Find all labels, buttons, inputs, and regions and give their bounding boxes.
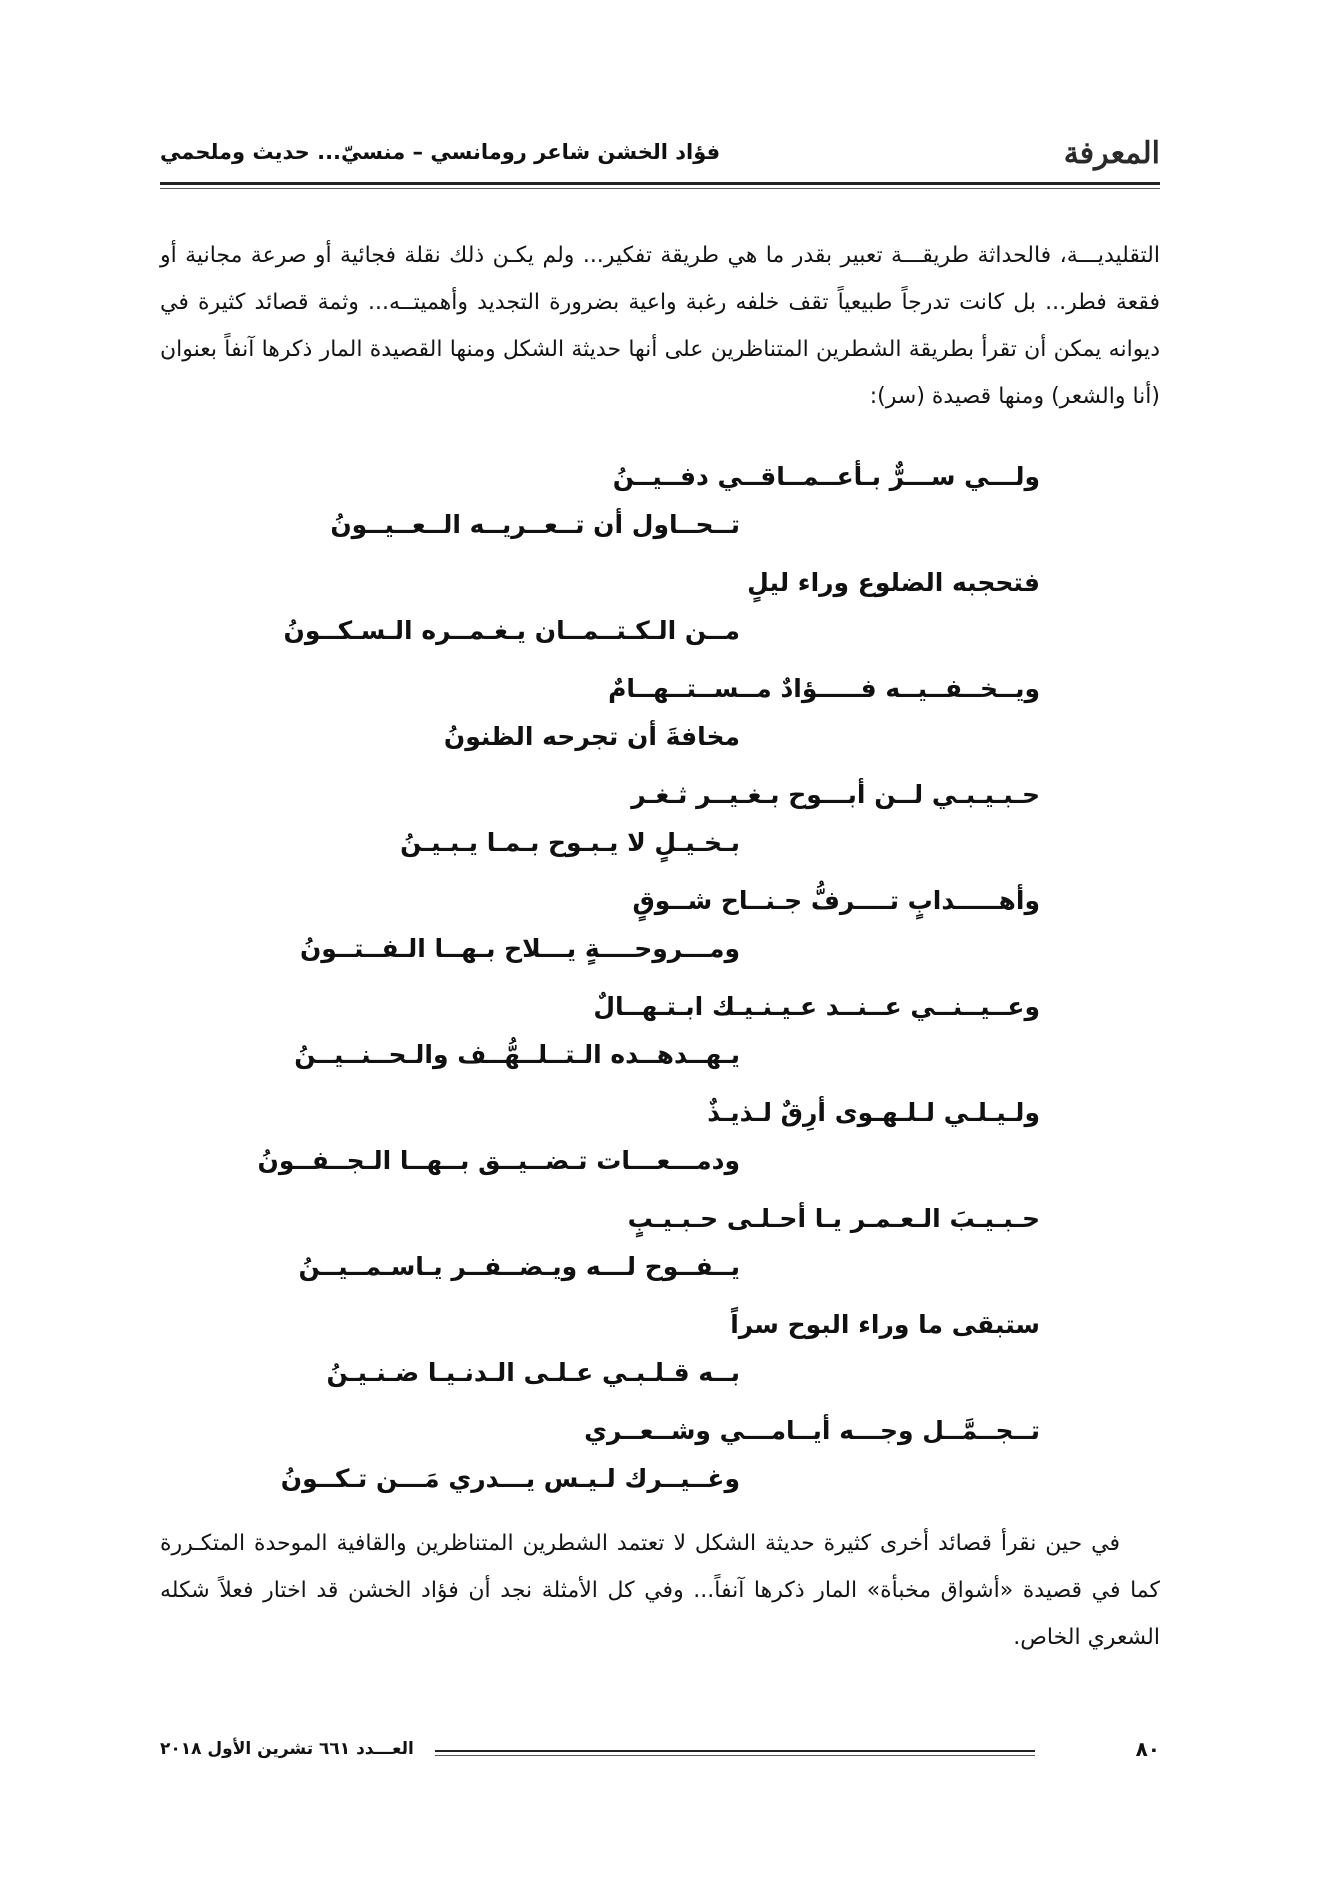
poem-stanza — [260, 1310, 1040, 1416]
poem-stanza — [260, 1416, 1040, 1522]
poem-stanza — [260, 886, 1040, 992]
poem — [257, 462, 1040, 1522]
verse-second-hemistich: تــحــاول أن تــعــريــه الــعــيــونُ — [330, 510, 740, 539]
verse-second-hemistich: بـخـيـلٍ لا يـبـوح بـمـا يـبـيـنُ — [400, 828, 740, 857]
page-header — [160, 136, 1160, 176]
verse-second-hemistich: مــن الـكـتــمــان يـغـمــره الـسـكــونُ — [283, 616, 740, 645]
poem-stanza — [260, 992, 1040, 1098]
verse-first-hemistich: وعــيــنــي عــنــد عـيـنـيـك ابـتـهــالٌ — [593, 992, 1040, 1021]
header-divider-thin — [160, 188, 1160, 189]
issue-info: العـــدد ٦٦١ تشرين الأول ٢٠١٨ — [160, 1739, 414, 1759]
verse-first-hemistich: تــجــمَّــل وجـــه أيــامـــي وشــعــري — [584, 1416, 1040, 1445]
verse-first-hemistich: وأهـــــدابٍ تــــرفُّ جـنــاح شــوقٍ — [632, 886, 1040, 915]
running-title: فؤاد الخشن شاعر رومانسي – منسيّ... حديث وملحمي — [160, 140, 721, 164]
verse-second-hemistich: مخافةَ أن تجرحه الظنونُ — [443, 722, 740, 751]
verse-first-hemistich: ولـــي ســـرٌّ بـأعــمــاقــي دفــيــنُ — [612, 462, 1040, 491]
poem-stanza — [260, 780, 1040, 886]
verse-first-hemistich: ويــخــفــيــه فـــــؤادٌ مــســتــهــامٌ — [608, 674, 1040, 703]
header-divider — [160, 182, 1160, 185]
verse-first-hemistich: ولـيـلـي لـلـهـوى أرِقٌ لـذيـذٌ — [707, 1098, 1040, 1127]
verse-second-hemistich: يـهــدهــده الـتــلــهُّــف والـحــنــيــنُ — [294, 1040, 740, 1069]
verse-second-hemistich: وغــيــرك لـيـس يـــدري مَـــن تـكــونُ — [280, 1464, 740, 1493]
verse-first-hemistich: حـبـيـبَ الـعـمـر يـا أحـلـى حـبـيـبٍ — [627, 1204, 1040, 1233]
page-number: ٨٠ — [1135, 1737, 1160, 1761]
page-footer — [160, 1737, 1160, 1767]
verse-second-hemistich: بــه قـلـبـي عـلـى الـدنـيـا ضـنـيـنُ — [326, 1358, 740, 1387]
poem-stanza — [260, 1204, 1040, 1310]
verse-second-hemistich: يــفــوح لـــه ويـضــفــر يـاسـمــيــنُ — [298, 1252, 740, 1281]
magazine-logo: المعرفة — [1063, 136, 1160, 171]
poem-stanza — [260, 674, 1040, 780]
poem-stanza — [260, 568, 1040, 674]
closing-paragraph: في حين نقرأ قصائد أخرى كثيرة حديثة الشكل لا تعتمد الشطرين المتناظرين والقافية الموحدة المتكـررة كما في قصيدة «أشواق مخبأة» المار ذكرها آنفاً... وفي كل الأمثلة نجد أن فؤاد الخشن قد اختار فعلاً شكله الشعري الخاص. — [160, 1531, 1160, 1650]
poem-stanza — [260, 462, 1040, 568]
verse-first-hemistich: ستبقى ما وراء البوح سراً — [730, 1310, 1040, 1339]
verse-first-hemistich: فتحجبه الضلوع وراء ليلٍ — [747, 568, 1040, 597]
verse-second-hemistich: ودمـــعـــات تـضــيــق بــهــا الـجــفــونُ — [257, 1146, 740, 1175]
verse-first-hemistich: حـبـيـبـي لــن أبـــوح بـغـيــر ثـغـر — [631, 780, 1040, 809]
verse-second-hemistich: ومـــروحــــةٍ يـــلاح بـهــا الـفــتــونُ — [299, 934, 740, 963]
poem-stanza — [257, 1098, 1040, 1204]
intro-paragraph: التقليديـــة، فالحداثة طريقـــة تعبير بقدر ما هي طريقة تفكير... ولم يكـن ذلك نقلة فجائية أو صرعة مجانية أو فقعة فطر... بل كانت تدرجاً طبيعياً تقف خلفه رغبة واعية بضرورة التجديد وأهميتــه... وثمة قصائد كثيرة في ديوانه يمكن أن تقرأ بطريقة الشطرين المتناظرين على أنها حديثة الشكل ومنها القصيدة المار ذكرها آنفاً بعنوان (أنا والشعر) ومنها قصيدة (سر): — [160, 243, 1160, 409]
